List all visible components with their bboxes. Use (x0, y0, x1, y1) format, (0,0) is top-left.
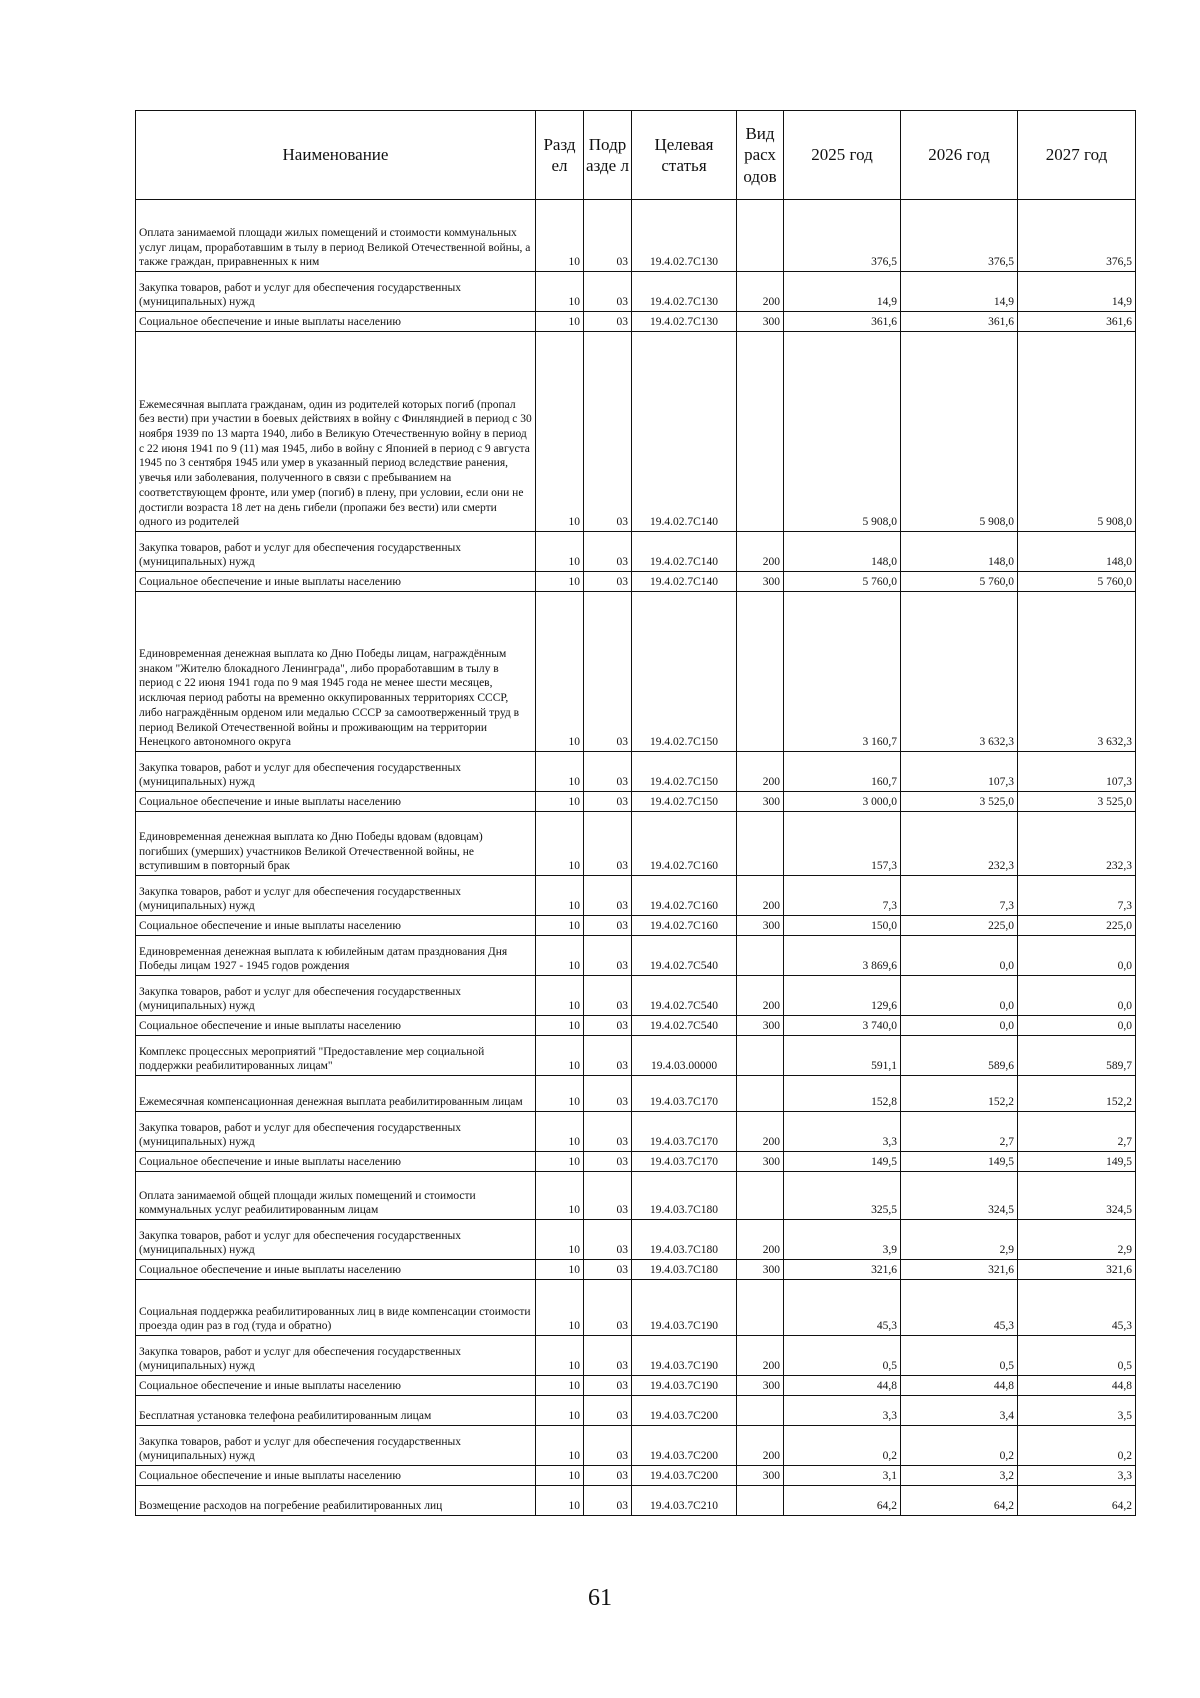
table-row (136, 792, 1136, 812)
table-row (136, 1076, 1136, 1112)
row-value-2025: 3,3 (784, 1112, 901, 1152)
row-value-2025: 3,3 (784, 1396, 901, 1426)
table-row (136, 272, 1136, 312)
row-value-2027: 5 908,0 (1018, 332, 1136, 532)
row-subsection: 03 (584, 1426, 632, 1466)
row-section: 10 (536, 792, 584, 812)
row-name: Комплекс процессных мероприятий "Предоставление мер социальной поддержки реабилитированных лицам" (136, 1036, 536, 1076)
row-value-2026: 376,5 (901, 200, 1018, 272)
row-value-2026: 232,3 (901, 812, 1018, 876)
row-target: 19.4.03.7С210 (632, 1486, 737, 1516)
row-subsection: 03 (584, 332, 632, 532)
row-expense-type: 300 (737, 1260, 784, 1280)
row-name: Ежемесячная компенсационная денежная выплата реабилитированным лицам (136, 1076, 536, 1112)
row-section: 10 (536, 1486, 584, 1516)
row-value-2027: 321,6 (1018, 1260, 1136, 1280)
row-target: 19.4.03.7С190 (632, 1280, 737, 1336)
row-target: 19.4.02.7С140 (632, 332, 737, 532)
row-value-2027: 0,0 (1018, 1016, 1136, 1036)
row-value-2026: 14,9 (901, 272, 1018, 312)
table-row (136, 1152, 1136, 1172)
table-row (136, 592, 1136, 752)
row-target: 19.4.02.7С540 (632, 976, 737, 1016)
row-value-2027: 44,8 (1018, 1376, 1136, 1396)
row-name: Социальное обеспечение и иные выплаты населению (136, 572, 536, 592)
table-row (136, 916, 1136, 936)
row-value-2025: 5 760,0 (784, 572, 901, 592)
row-expense-type (737, 1172, 784, 1220)
row-target: 19.4.03.7С170 (632, 1152, 737, 1172)
header-2027: 2027 год (1018, 111, 1136, 200)
row-target: 19.4.02.7С130 (632, 312, 737, 332)
row-name: Социальное обеспечение и иные выплаты населению (136, 1260, 536, 1280)
row-subsection: 03 (584, 1396, 632, 1426)
row-value-2027: 45,3 (1018, 1280, 1136, 1336)
row-expense-type: 200 (737, 532, 784, 572)
row-name: Ежемесячная выплата гражданам, один из родителей которых погиб (пропал без вести) при участии в боевых действиях в войну с Финляндией в период с 30 ноября 1939 по 13 марта 1940, либо в Великую Отечественную войну в период с 22 июня 1941 по 9 (11) мая 1945, либо в войну с Японией в период с 9 августа 1945 по 3 сентября 1945 или умер в указанный период вследствие ранения, увечья или заболевания, полученного в связи с пребыванием на соответствующем фронте, или умер (погиб) в плену, при условии, если они не достигли возраста 18 лет на день гибели (пропажи без вести) или смерти одного из родителей (136, 332, 536, 532)
row-target: 19.4.02.7С130 (632, 200, 737, 272)
row-value-2026: 0,5 (901, 1336, 1018, 1376)
row-subsection: 03 (584, 1280, 632, 1336)
row-value-2025: 3,1 (784, 1466, 901, 1486)
header-target: Целевая статья (632, 111, 737, 200)
row-subsection: 03 (584, 976, 632, 1016)
row-subsection: 03 (584, 1336, 632, 1376)
page-number: 61 (588, 1585, 612, 1611)
row-target: 19.4.03.7С200 (632, 1466, 737, 1486)
row-target: 19.4.03.7С190 (632, 1376, 737, 1396)
row-section: 10 (536, 1426, 584, 1466)
table-row (136, 1112, 1136, 1152)
row-section: 10 (536, 1260, 584, 1280)
row-target: 19.4.03.7С180 (632, 1220, 737, 1260)
header-2025: 2025 год (784, 111, 901, 200)
row-subsection: 03 (584, 1036, 632, 1076)
row-value-2026: 2,7 (901, 1112, 1018, 1152)
row-expense-type: 300 (737, 1376, 784, 1396)
row-value-2027: 148,0 (1018, 532, 1136, 572)
row-subsection: 03 (584, 812, 632, 876)
row-value-2026: 148,0 (901, 532, 1018, 572)
row-name: Закупка товаров, работ и услуг для обеспечения государственных (муниципальных) нужд (136, 1220, 536, 1260)
table-header-row (136, 111, 1136, 200)
row-subsection: 03 (584, 1466, 632, 1486)
table-body (136, 200, 1136, 1516)
row-name: Закупка товаров, работ и услуг для обеспечения государственных (муниципальных) нужд (136, 876, 536, 916)
row-value-2025: 44,8 (784, 1376, 901, 1396)
row-name: Социальное обеспечение и иные выплаты населению (136, 1152, 536, 1172)
table-row (136, 1426, 1136, 1466)
table-row (136, 1466, 1136, 1486)
header-expense-type: Вид расх одов (737, 111, 784, 200)
row-value-2027: 2,7 (1018, 1112, 1136, 1152)
row-section: 10 (536, 1466, 584, 1486)
row-section: 10 (536, 1220, 584, 1260)
row-value-2026: 324,5 (901, 1172, 1018, 1220)
row-value-2027: 107,3 (1018, 752, 1136, 792)
row-target: 19.4.02.7С160 (632, 812, 737, 876)
row-value-2027: 232,3 (1018, 812, 1136, 876)
row-subsection: 03 (584, 752, 632, 792)
row-expense-type: 200 (737, 1336, 784, 1376)
row-name: Закупка товаров, работ и услуг для обеспечения государственных (муниципальных) нужд (136, 272, 536, 312)
row-expense-type: 200 (737, 1426, 784, 1466)
row-section: 10 (536, 812, 584, 876)
row-value-2025: 325,5 (784, 1172, 901, 1220)
row-section: 10 (536, 1396, 584, 1426)
row-name: Социальное обеспечение и иные выплаты населению (136, 1376, 536, 1396)
row-name: Бесплатная установка телефона реабилитированным лицам (136, 1396, 536, 1426)
row-subsection: 03 (584, 1220, 632, 1260)
row-section: 10 (536, 752, 584, 792)
row-target: 19.4.02.7С130 (632, 272, 737, 312)
row-value-2027: 324,5 (1018, 1172, 1136, 1220)
row-expense-type: 300 (737, 792, 784, 812)
row-target: 19.4.02.7С160 (632, 916, 737, 936)
row-name: Возмещение расходов на погребение реабилитированных лиц (136, 1486, 536, 1516)
row-value-2026: 3 525,0 (901, 792, 1018, 812)
row-section: 10 (536, 1172, 584, 1220)
table-row (136, 812, 1136, 876)
row-target: 19.4.03.7С170 (632, 1076, 737, 1112)
row-section: 10 (536, 876, 584, 916)
table-row (136, 1396, 1136, 1426)
table-row (136, 1220, 1136, 1260)
row-section: 10 (536, 1280, 584, 1336)
row-value-2027: 225,0 (1018, 916, 1136, 936)
row-name: Оплата занимаемой площади жилых помещений и стоимости коммунальных услуг лицам, проработавшим в тылу в период Великой Отечественной войны, а также граждан, приравненных к ним (136, 200, 536, 272)
row-target: 19.4.02.7С160 (632, 876, 737, 916)
row-value-2027: 3 632,3 (1018, 592, 1136, 752)
row-value-2026: 3 632,3 (901, 592, 1018, 752)
row-section: 10 (536, 1112, 584, 1152)
row-subsection: 03 (584, 1376, 632, 1396)
row-subsection: 03 (584, 1172, 632, 1220)
row-value-2025: 376,5 (784, 200, 901, 272)
row-section: 10 (536, 532, 584, 572)
row-expense-type: 200 (737, 976, 784, 1016)
row-subsection: 03 (584, 532, 632, 572)
row-section: 10 (536, 572, 584, 592)
row-expense-type (737, 1280, 784, 1336)
row-value-2027: 3 525,0 (1018, 792, 1136, 812)
table-row (136, 1376, 1136, 1396)
row-subsection: 03 (584, 572, 632, 592)
row-value-2025: 152,8 (784, 1076, 901, 1112)
row-value-2027: 7,3 (1018, 876, 1136, 916)
row-value-2027: 5 760,0 (1018, 572, 1136, 592)
row-name: Социальное обеспечение и иные выплаты населению (136, 1016, 536, 1036)
row-expense-type (737, 1076, 784, 1112)
row-value-2025: 591,1 (784, 1036, 901, 1076)
row-name: Закупка товаров, работ и услуг для обеспечения государственных (муниципальных) нужд (136, 752, 536, 792)
row-value-2025: 3 740,0 (784, 1016, 901, 1036)
row-expense-type: 300 (737, 1466, 784, 1486)
row-value-2027: 152,2 (1018, 1076, 1136, 1112)
table-row (136, 976, 1136, 1016)
row-value-2025: 0,2 (784, 1426, 901, 1466)
row-target: 19.4.03.7С200 (632, 1396, 737, 1426)
header-2026: 2026 год (901, 111, 1018, 200)
row-value-2025: 3,9 (784, 1220, 901, 1260)
row-value-2027: 3,3 (1018, 1466, 1136, 1486)
row-name: Социальное обеспечение и иные выплаты населению (136, 916, 536, 936)
row-target: 19.4.03.7С190 (632, 1336, 737, 1376)
row-value-2025: 361,6 (784, 312, 901, 332)
row-target: 19.4.02.7С540 (632, 936, 737, 976)
row-subsection: 03 (584, 936, 632, 976)
row-expense-type: 300 (737, 1016, 784, 1036)
row-value-2025: 45,3 (784, 1280, 901, 1336)
row-subsection: 03 (584, 200, 632, 272)
row-target: 19.4.03.00000 (632, 1036, 737, 1076)
row-value-2027: 589,7 (1018, 1036, 1136, 1076)
table-row (136, 1016, 1136, 1036)
row-value-2025: 150,0 (784, 916, 901, 936)
row-name: Закупка товаров, работ и услуг для обеспечения государственных (муниципальных) нужд (136, 532, 536, 572)
row-target: 19.4.02.7С540 (632, 1016, 737, 1036)
row-value-2026: 7,3 (901, 876, 1018, 916)
row-value-2027: 0,2 (1018, 1426, 1136, 1466)
table-row (136, 1486, 1136, 1516)
row-subsection: 03 (584, 876, 632, 916)
row-value-2025: 0,5 (784, 1336, 901, 1376)
row-name: Закупка товаров, работ и услуг для обеспечения государственных (муниципальных) нужд (136, 976, 536, 1016)
row-target: 19.4.02.7С140 (632, 572, 737, 592)
row-value-2026: 3,2 (901, 1466, 1018, 1486)
row-name: Социальная поддержка реабилитированных лиц в виде компенсации стоимости проезда один раз в год (туда и обратно) (136, 1280, 536, 1336)
row-name: Единовременная денежная выплата ко Дню Победы вдовам (вдовцам) погибших (умерших) участников Великой Отечественной войны, не вступившим в повторный брак (136, 812, 536, 876)
row-value-2025: 129,6 (784, 976, 901, 1016)
row-section: 10 (536, 976, 584, 1016)
row-expense-type: 200 (737, 1112, 784, 1152)
row-subsection: 03 (584, 1260, 632, 1280)
row-subsection: 03 (584, 1076, 632, 1112)
row-section: 10 (536, 1016, 584, 1036)
row-value-2026: 225,0 (901, 916, 1018, 936)
row-value-2025: 149,5 (784, 1152, 901, 1172)
row-section: 10 (536, 592, 584, 752)
row-name: Закупка товаров, работ и услуг для обеспечения государственных (муниципальных) нужд (136, 1112, 536, 1152)
row-subsection: 03 (584, 1016, 632, 1036)
row-value-2027: 14,9 (1018, 272, 1136, 312)
row-section: 10 (536, 1336, 584, 1376)
table-row (136, 1036, 1136, 1076)
row-subsection: 03 (584, 1486, 632, 1516)
table-row (136, 1280, 1136, 1336)
row-section: 10 (536, 1152, 584, 1172)
row-expense-type (737, 200, 784, 272)
row-target: 19.4.03.7С180 (632, 1260, 737, 1280)
row-subsection: 03 (584, 1112, 632, 1152)
row-value-2026: 589,6 (901, 1036, 1018, 1076)
row-name: Социальное обеспечение и иные выплаты населению (136, 312, 536, 332)
row-value-2026: 0,2 (901, 1426, 1018, 1466)
row-expense-type: 300 (737, 916, 784, 936)
row-name: Социальное обеспечение и иные выплаты населению (136, 792, 536, 812)
budget-table (135, 110, 1136, 1516)
row-expense-type: 200 (737, 272, 784, 312)
table-row (136, 1260, 1136, 1280)
row-value-2027: 149,5 (1018, 1152, 1136, 1172)
row-value-2025: 7,3 (784, 876, 901, 916)
row-expense-type: 300 (737, 572, 784, 592)
row-section: 10 (536, 1376, 584, 1396)
table-row (136, 332, 1136, 532)
row-target: 19.4.03.7С200 (632, 1426, 737, 1466)
row-value-2026: 2,9 (901, 1220, 1018, 1260)
row-target: 19.4.02.7С140 (632, 532, 737, 572)
table-row (136, 876, 1136, 916)
row-name: Закупка товаров, работ и услуг для обеспечения государственных (муниципальных) нужд (136, 1336, 536, 1376)
row-subsection: 03 (584, 312, 632, 332)
row-value-2026: 321,6 (901, 1260, 1018, 1280)
row-section: 10 (536, 272, 584, 312)
row-expense-type (737, 592, 784, 752)
row-expense-type: 300 (737, 1152, 784, 1172)
row-value-2027: 361,6 (1018, 312, 1136, 332)
row-value-2026: 45,3 (901, 1280, 1018, 1336)
row-subsection: 03 (584, 1152, 632, 1172)
row-value-2025: 14,9 (784, 272, 901, 312)
row-target: 19.4.02.7С150 (632, 792, 737, 812)
header-subsection: Подр азде л (584, 111, 632, 200)
table-row (136, 752, 1136, 792)
row-name: Единовременная денежная выплата ко Дню Победы лицам, награждённым знаком "Жителю блокадного Ленинграда", либо проработавшим в тылу в период с 22 июня 1941 года по 9 мая 1945 года не менее шести месяцев, исключая период работы на временно оккупированных территориях СССР, либо награждённым орденом или медалью СССР за самоотверженный труд в период Великой Отечественной войны и проживающим на территории Ненецкого автономного округа (136, 592, 536, 752)
row-value-2026: 0,0 (901, 1016, 1018, 1036)
row-expense-type (737, 936, 784, 976)
row-value-2026: 361,6 (901, 312, 1018, 332)
row-expense-type: 200 (737, 876, 784, 916)
row-expense-type: 200 (737, 752, 784, 792)
row-value-2026: 5 908,0 (901, 332, 1018, 532)
row-value-2027: 2,9 (1018, 1220, 1136, 1260)
row-section: 10 (536, 936, 584, 976)
row-expense-type (737, 1036, 784, 1076)
row-section: 10 (536, 916, 584, 936)
row-value-2026: 149,5 (901, 1152, 1018, 1172)
header-section: Разд ел (536, 111, 584, 200)
row-value-2027: 64,2 (1018, 1486, 1136, 1516)
row-value-2027: 0,0 (1018, 936, 1136, 976)
row-expense-type (737, 332, 784, 532)
row-target: 19.4.02.7С150 (632, 592, 737, 752)
row-name: Оплата занимаемой общей площади жилых помещений и стоимости коммунальных услуг реабилитированным лицам (136, 1172, 536, 1220)
header-name: Наименование (136, 111, 536, 200)
row-value-2026: 107,3 (901, 752, 1018, 792)
row-section: 10 (536, 1036, 584, 1076)
table-row (136, 200, 1136, 272)
row-value-2027: 3,5 (1018, 1396, 1136, 1426)
row-expense-type: 200 (737, 1220, 784, 1260)
row-expense-type (737, 1486, 784, 1516)
row-value-2025: 160,7 (784, 752, 901, 792)
row-subsection: 03 (584, 272, 632, 312)
row-value-2025: 64,2 (784, 1486, 901, 1516)
row-value-2026: 0,0 (901, 936, 1018, 976)
table-row (136, 1336, 1136, 1376)
row-value-2025: 3 869,6 (784, 936, 901, 976)
row-section: 10 (536, 200, 584, 272)
row-subsection: 03 (584, 792, 632, 812)
row-value-2026: 44,8 (901, 1376, 1018, 1396)
table-row (136, 1172, 1136, 1220)
row-target: 19.4.02.7С150 (632, 752, 737, 792)
row-value-2026: 64,2 (901, 1486, 1018, 1516)
row-section: 10 (536, 312, 584, 332)
table-row (136, 312, 1136, 332)
row-value-2026: 5 760,0 (901, 572, 1018, 592)
row-subsection: 03 (584, 916, 632, 936)
table-row (136, 532, 1136, 572)
table-row (136, 936, 1136, 976)
row-expense-type: 300 (737, 312, 784, 332)
row-expense-type (737, 812, 784, 876)
row-section: 10 (536, 332, 584, 532)
row-subsection: 03 (584, 592, 632, 752)
row-value-2027: 376,5 (1018, 200, 1136, 272)
row-section: 10 (536, 1076, 584, 1112)
row-name: Социальное обеспечение и иные выплаты населению (136, 1466, 536, 1486)
table-row (136, 572, 1136, 592)
row-value-2026: 0,0 (901, 976, 1018, 1016)
row-value-2026: 3,4 (901, 1396, 1018, 1426)
row-value-2026: 152,2 (901, 1076, 1018, 1112)
row-value-2025: 321,6 (784, 1260, 901, 1280)
row-value-2027: 0,0 (1018, 976, 1136, 1016)
row-value-2025: 148,0 (784, 532, 901, 572)
row-value-2025: 3 160,7 (784, 592, 901, 752)
row-target: 19.4.03.7С170 (632, 1112, 737, 1152)
row-name: Закупка товаров, работ и услуг для обеспечения государственных (муниципальных) нужд (136, 1426, 536, 1466)
row-expense-type (737, 1396, 784, 1426)
row-value-2027: 0,5 (1018, 1336, 1136, 1376)
row-value-2025: 5 908,0 (784, 332, 901, 532)
row-value-2025: 3 000,0 (784, 792, 901, 812)
row-value-2025: 157,3 (784, 812, 901, 876)
row-name: Единовременная денежная выплата к юбилейным датам празднования Дня Победы лицам 1927 - 1945 годов рождения (136, 936, 536, 976)
row-target: 19.4.03.7С180 (632, 1172, 737, 1220)
